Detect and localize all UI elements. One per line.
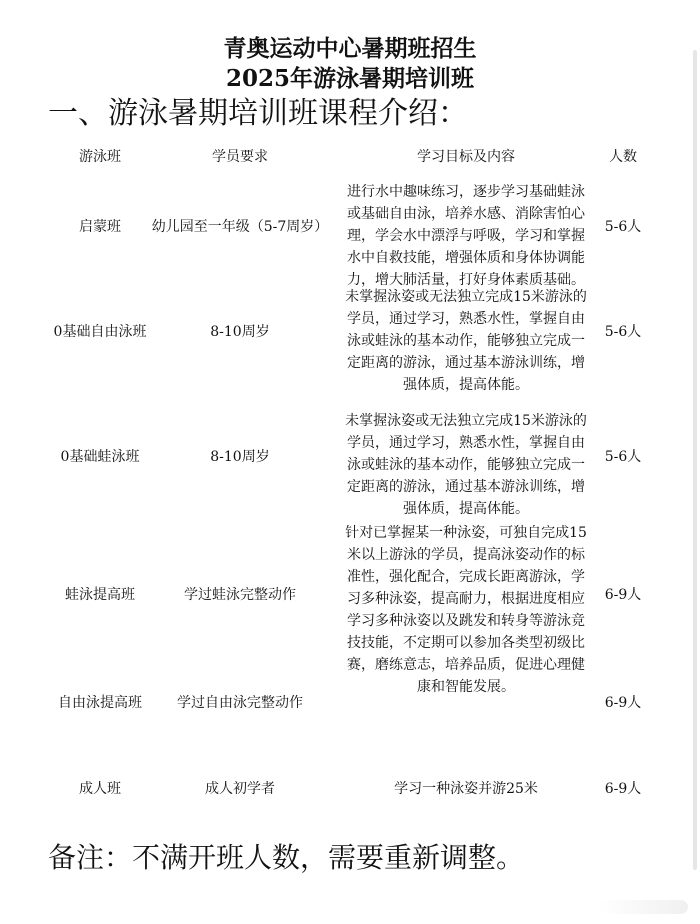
table-row-count: 5-6人 (604, 219, 642, 235)
table-row-content: 进行水中趣味练习，逐步学习基础蛙泳 或基础自由泳，培养水感、消除害怕心 理，学会水中漂浮与呼吸，学习和掌握 水中自救技能，增强体质和身体协调能 力，增大肺活量，打好身体素质基础。 (347, 184, 585, 288)
table-row-class: 成人班 (79, 781, 121, 797)
table-row-count: 6-9人 (604, 695, 642, 711)
table-row-content: 未掌握泳姿或无法独立完成15米游泳的 学员，通过学习，熟悉水性，掌握自由 泳或蛙泳的基本动作，能够独立完成一 定距离的游泳，通过基本游泳训练，增 强体质，提高体能。 (345, 413, 587, 517)
scrollbar[interactable] (693, 50, 697, 870)
table-row-requirement: 幼儿园至一年级（5-7周岁） (151, 219, 329, 235)
column-header-requirement: 学员要求 (212, 149, 268, 165)
column-header-content: 学习目标及内容 (417, 149, 515, 165)
table-row-requirement: 学过蛙泳完整动作 (184, 587, 296, 603)
table-row-class: 启蒙班 (79, 219, 121, 235)
table-row-class: 0基础自由泳班 (53, 324, 147, 340)
table-row-class: 0基础蛙泳班 (60, 449, 140, 465)
table-row-class: 自由泳提高班 (58, 695, 142, 711)
column-header-count: 人数 (609, 149, 637, 165)
table-row-requirement: 8-10周岁 (210, 324, 270, 340)
table-row-requirement: 学过自由泳完整动作 (177, 695, 303, 711)
table-row-count: 6-9人 (604, 781, 642, 797)
table-row-count: 6-9人 (604, 587, 642, 603)
table-row-count: 5-6人 (604, 324, 642, 340)
table-row-class: 蛙泳提高班 (65, 587, 135, 603)
table-row-requirement: 8-10周岁 (210, 449, 270, 465)
watermark (598, 900, 688, 914)
page-subtitle: 2025年游泳暑期培训班 (225, 65, 474, 92)
table-row-content: 未掌握泳姿或无法独立完成15米游泳的 学员，通过学习，熟悉水性，掌握自由 泳或蛙泳的基本动作，能够独立完成一 定距离的游泳，通过基本游泳训练，增 强体质，提高体能。 (345, 289, 587, 393)
column-header-class: 游泳班 (79, 149, 121, 165)
table-row-count: 5-6人 (604, 449, 642, 465)
table-row-requirement: 成人初学者 (205, 781, 275, 797)
table-row-content: 针对已掌握某一种泳姿，可独自完成15 米以上游泳的学员，提高泳姿动作的标 准性，强化配合，完成长距离游泳，学 习多种泳姿，提高耐力，根据进度相应 学习多种泳姿以及跳发和转身等游泳竞 技技能，不定期可以参加各类型初级比 赛，磨练意志，培养品质，促进心理健 康和智能发展。 (345, 525, 587, 695)
table-row-content: 学习一种泳姿并游25米 (394, 781, 538, 797)
section-heading: 一、游泳暑期培训班课程介绍： (48, 96, 468, 131)
page-title: 青奥运动中心暑期班招生 (223, 35, 477, 62)
footnote: 备注：不满开班人数，需要重新调整。 (48, 841, 525, 874)
